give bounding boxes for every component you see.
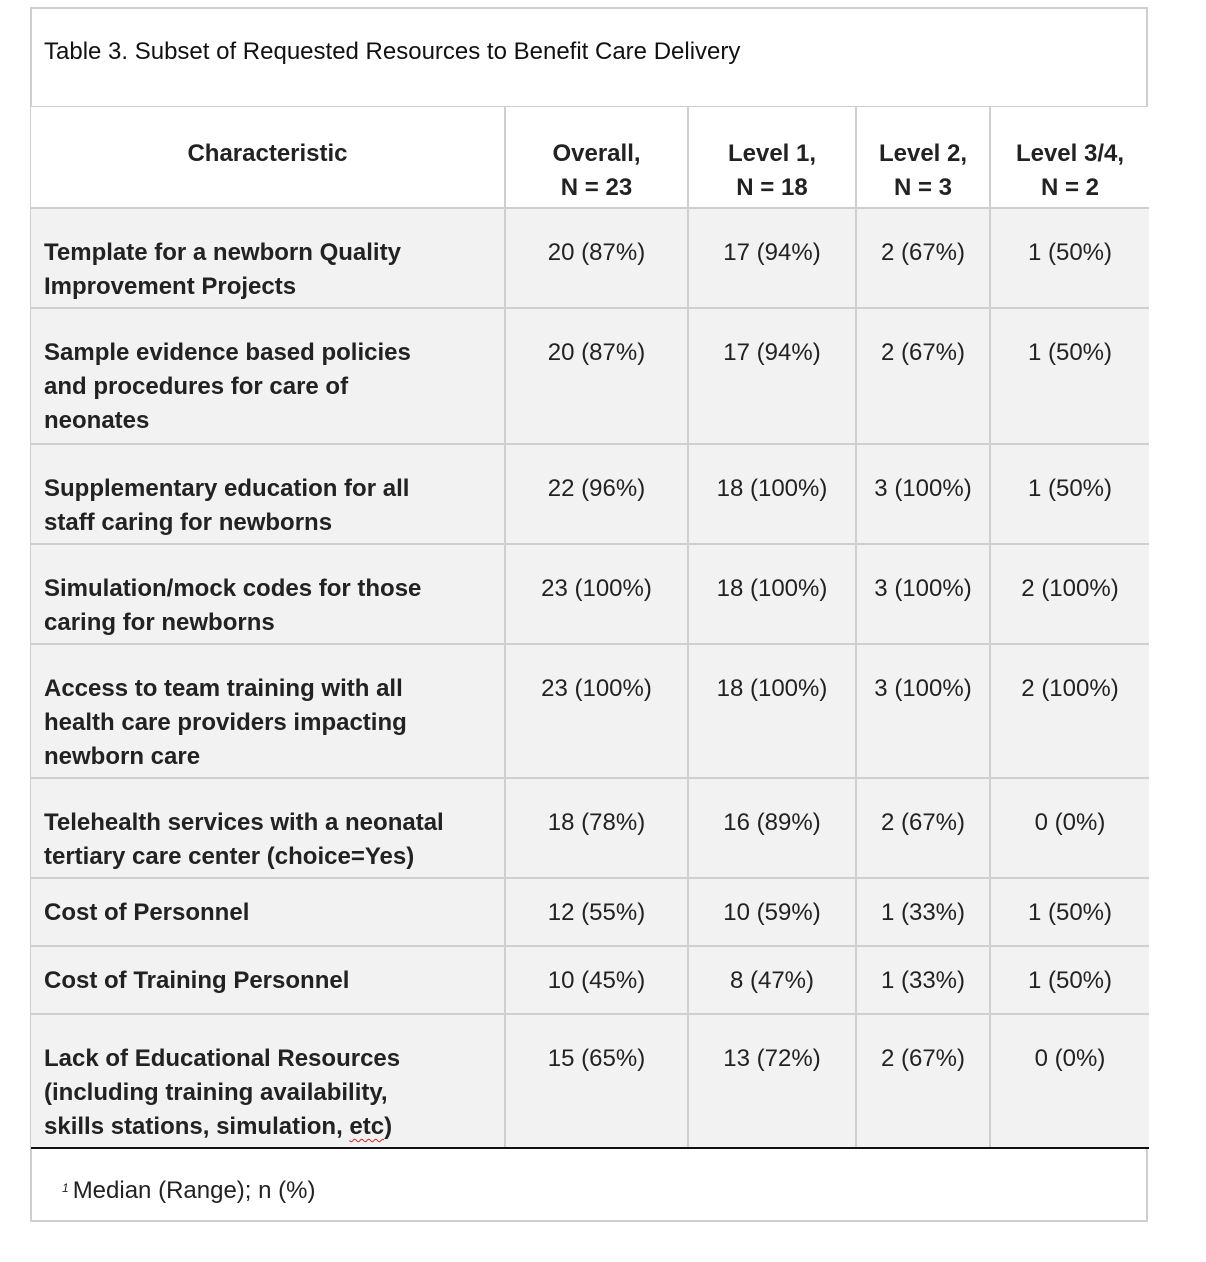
cell-level-2: 2 (67%) bbox=[856, 778, 990, 878]
table-row bbox=[31, 444, 1149, 544]
table-row bbox=[31, 208, 1149, 308]
cell-characteristic bbox=[31, 208, 505, 308]
cell-level-3-4: 1 (50%) bbox=[990, 946, 1149, 1014]
cell-level-2: 1 (33%) bbox=[856, 878, 990, 946]
cell-characteristic bbox=[31, 544, 505, 644]
spellcheck-underline: etc bbox=[349, 1113, 385, 1140]
characteristic-line: tertiary care center (choice=Yes) bbox=[44, 843, 415, 870]
header-level-2: Level 2, N = 3 bbox=[856, 107, 990, 208]
table-row bbox=[31, 308, 1149, 444]
cell-level-3-4: 2 (100%) bbox=[990, 644, 1149, 778]
cell-level-1: 13 (72%) bbox=[688, 1014, 856, 1148]
table-row bbox=[31, 878, 1149, 946]
characteristic-line: and procedures for care of bbox=[44, 373, 349, 400]
cell-level-2: 2 (67%) bbox=[856, 1014, 990, 1148]
cell-level-2: 2 (67%) bbox=[856, 208, 990, 308]
cell-overall: 15 (65%) bbox=[505, 1014, 688, 1148]
cell-level-2: 3 (100%) bbox=[856, 444, 990, 544]
characteristic-line: Lack of Educational Resources bbox=[44, 1045, 401, 1072]
cell-level-2: 1 (33%) bbox=[856, 946, 990, 1014]
header-row bbox=[31, 107, 1149, 208]
characteristic-line: Cost of Training Personnel bbox=[44, 967, 350, 994]
cell-characteristic bbox=[31, 308, 505, 444]
cell-characteristic bbox=[31, 946, 505, 1014]
characteristic-line: staff caring for newborns bbox=[44, 509, 333, 536]
cell-overall: 23 (100%) bbox=[505, 644, 688, 778]
cell-overall: 10 (45%) bbox=[505, 946, 688, 1014]
characteristic-line: caring for newborns bbox=[44, 609, 275, 636]
characteristic-line: Improvement Projects bbox=[44, 273, 297, 300]
table-caption: Table 3. Subset of Requested Resources to Benefit Care Delivery bbox=[44, 38, 741, 65]
table-row bbox=[31, 1014, 1149, 1148]
cell-overall: 20 (87%) bbox=[505, 208, 688, 308]
cell-level-2: 2 (67%) bbox=[856, 308, 990, 444]
cell-characteristic bbox=[31, 644, 505, 778]
cell-level-3-4: 1 (50%) bbox=[990, 444, 1149, 544]
cell-level-3-4: 0 (0%) bbox=[990, 1014, 1149, 1148]
cell-level-1: 17 (94%) bbox=[688, 308, 856, 444]
characteristic-line: neonates bbox=[44, 407, 150, 434]
characteristic-line: Sample evidence based policies bbox=[44, 339, 411, 366]
cell-level-1: 18 (100%) bbox=[688, 544, 856, 644]
cell-overall: 22 (96%) bbox=[505, 444, 688, 544]
cell-overall: 18 (78%) bbox=[505, 778, 688, 878]
header-level-3-4: Level 3/4, N = 2 bbox=[990, 107, 1149, 208]
characteristic-line: Telehealth services with a neonatal bbox=[44, 809, 444, 836]
characteristic-line: Cost of Personnel bbox=[44, 899, 250, 926]
cell-level-3-4: 1 (50%) bbox=[990, 878, 1149, 946]
table-row bbox=[31, 544, 1149, 644]
characteristic-line: Template for a newborn Quality bbox=[44, 239, 401, 266]
cell-level-1: 17 (94%) bbox=[688, 208, 856, 308]
table-row bbox=[31, 778, 1149, 878]
characteristic-line: (including training availability, bbox=[44, 1079, 388, 1106]
cell-characteristic bbox=[31, 878, 505, 946]
table-footnote bbox=[62, 1173, 315, 1206]
cell-overall: 12 (55%) bbox=[505, 878, 688, 946]
cell-level-1: 8 (47%) bbox=[688, 946, 856, 1014]
characteristic-line: health care providers impacting bbox=[44, 709, 407, 736]
cell-level-1: 18 (100%) bbox=[688, 644, 856, 778]
footnote-text: Median (Range); n (%) bbox=[72, 1177, 316, 1204]
cell-characteristic bbox=[31, 1014, 505, 1148]
characteristic-line: Simulation/mock codes for those bbox=[44, 575, 422, 602]
cell-level-3-4: 1 (50%) bbox=[990, 208, 1149, 308]
cell-level-1: 16 (89%) bbox=[688, 778, 856, 878]
characteristic-line: skills stations, simulation, etc) bbox=[44, 1113, 393, 1140]
cell-level-3-4: 2 (100%) bbox=[990, 544, 1149, 644]
characteristic-line: Access to team training with all bbox=[44, 675, 403, 702]
cell-overall: 23 (100%) bbox=[505, 544, 688, 644]
characteristic-line: newborn care bbox=[44, 743, 201, 770]
cell-characteristic bbox=[31, 444, 505, 544]
cell-level-1: 10 (59%) bbox=[688, 878, 856, 946]
characteristic-line: Supplementary education for all bbox=[44, 475, 410, 502]
cell-overall: 20 (87%) bbox=[505, 308, 688, 444]
header-overall: Overall, N = 23 bbox=[505, 107, 688, 208]
footnote-marker: 1 bbox=[62, 1181, 69, 1195]
cell-level-3-4: 0 (0%) bbox=[990, 778, 1149, 878]
cell-level-1: 18 (100%) bbox=[688, 444, 856, 544]
resources-table bbox=[31, 107, 1149, 1149]
cell-level-2: 3 (100%) bbox=[856, 644, 990, 778]
table-row bbox=[31, 644, 1149, 778]
header-level-1: Level 1, N = 18 bbox=[688, 107, 856, 208]
table-row bbox=[31, 946, 1149, 1014]
cell-level-3-4: 1 (50%) bbox=[990, 308, 1149, 444]
cell-characteristic bbox=[31, 778, 505, 878]
header-characteristic: Characteristic bbox=[31, 107, 505, 208]
cell-level-2: 3 (100%) bbox=[856, 544, 990, 644]
